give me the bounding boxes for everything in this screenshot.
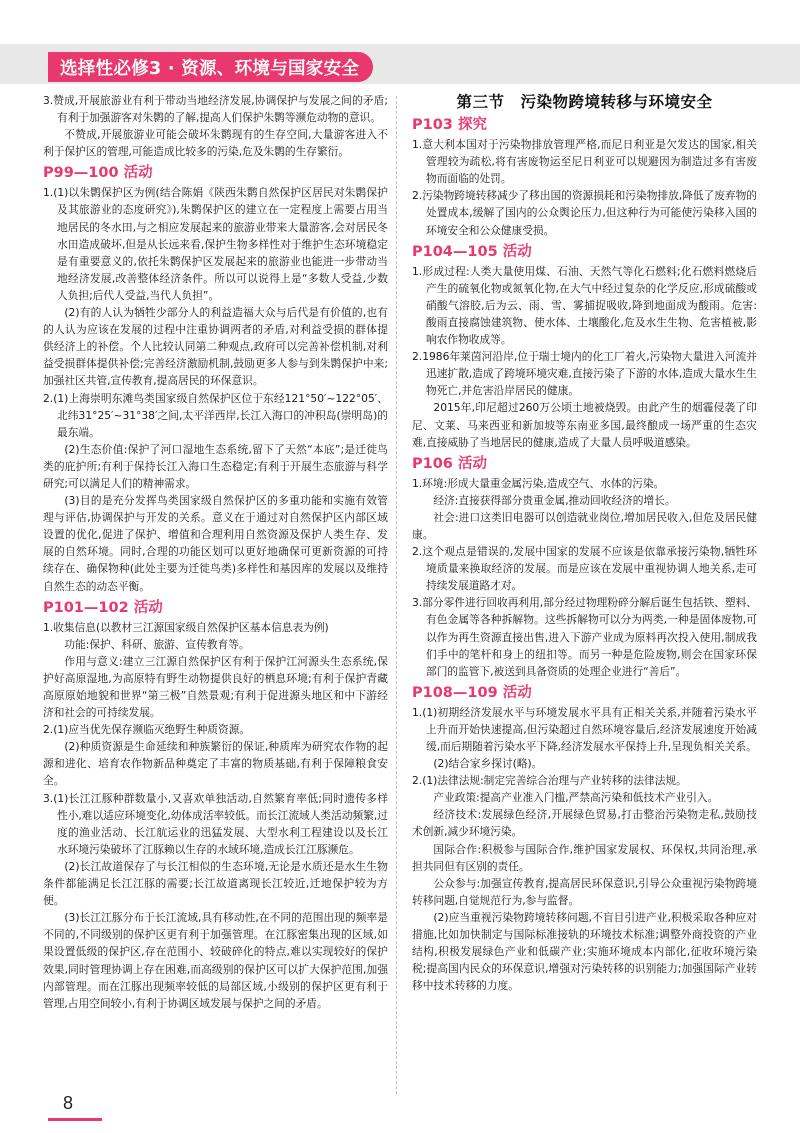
answer-paragraph: 经济:直接获得部分贵重金属,推动回收经济的增长。 [433, 493, 676, 507]
header-title: 选择性必修3 · 资源、环境与国家安全 [60, 58, 360, 79]
answer-paragraph: 1.收集信息(以教材三江源国家级自然保护区基本信息表为例) [43, 620, 329, 634]
section-heading: P106 活动 [412, 455, 487, 472]
answer-paragraph: (2)结合家乡探讨(略)。 [433, 757, 543, 771]
answer-paragraph: 3.(1)长江江豚种群数量小,又喜欢单独活动,自然繁育率低;同时遗传多样性小,难以适应环境变化,幼体成活率较低。而长江流域人类活动频繁,过度的渔业活动、长江航运业的迅猛发展、大型水利工程建设以及长江水环境污染破坏了江豚赖以生存的水域环境,造成长江江豚濒危。 [43, 791, 388, 856]
answer-paragraph: 1.(1)以朱鹮保护区为例(结合陈娟《陕西朱鹮自然保护区居民对朱鹮保护及其旅游业的态度研究》),朱鹮保护区的建立在一定程度上需要占用当地居民的冬水田,与之相应发展起来的旅游业带来大量游客,会对居民冬水田造成破坏,但是从长远来看,保护生物多样性对于维护生态环境稳定是有重要意义的,依托朱鹮保护区发展起来的旅游业也能进一步带动当地经济发展,改善整体经济条件。所以可以说得上是“多数人受益,少数人负担;后代人受益,当代人负担”。 [43, 186, 388, 302]
answer-paragraph: 1.环境:形成大量重金属污染,造成空气、水体的污染。 [412, 476, 665, 490]
answer-paragraph: 1.(1)初期经济发展水平与环境发展水平具有正相关关系,并随着污染水平上升而开始快速提高,但污染超过自然环境容量后,经济发展速度开始减缓,而后期随着污染水平下降,经济发展水平保持上升,呈现负相关关系。 [412, 705, 757, 753]
section-title: 第三节 污染物跨境转移与环境安全 [456, 93, 713, 111]
answer-paragraph: 1.意大利本国对于污染物排放管理严格,而尼日利亚是欠发达的国家,相关管理较为疏松,将有害废物运至尼日利亚可以规避因为制造过多有害废物而面临的处罚。 [412, 138, 757, 186]
answer-paragraph: 2.1986年莱茵河沿岸,位于瑞士境内的化工厂着火,污染物大量进入河流并迅速扩散,造成了跨境环境灾难,直接污染了下游的水体,造成大量水生生物死亡,并危害沿岸居民的健康。 [412, 350, 757, 398]
answer-paragraph: 公众参与:加强宣传教育,提高居民环保意识,引导公众重视污染物跨境转移问题,自觉规范行为,参与监督。 [412, 876, 757, 907]
answer-paragraph: (2)长江故道保存了与长江相似的生态环境,无论是水质还是水生生物条件都能满足长江江豚的需要;长江故道离现长江较近,迁地保护较为方便。 [43, 859, 388, 908]
answer-paragraph: 3.部分零件进行回收再利用,部分经过物理粉碎分解后诞生包括铁、塑料、有色金属等各种拆解物。这些拆解物可以分为两类,一种是固体废物,可以作为再生资源直接出售,进入下游产业成为原料再次投入使用,制成我们手中的笔杆和身上的纽扣等。而另一种是危险废物,则会在国家环保部门的监管下,被送到具备资质的处理企业进行“善后”。 [412, 596, 757, 678]
header-banner [48, 52, 373, 82]
page-number: 8 [63, 1093, 74, 1113]
column-divider [396, 96, 397, 1094]
answer-paragraph: (2)种质资源是生命延续和种族繁衍的保证,种质库为研究农作物的起源和进化、培育农作物新品种奠定了丰富的物质基础,有利于保障粮食安全。 [43, 740, 388, 788]
answer-paragraph: (2)生态价值:保护了河口湿地生态系统,留下了天然“本底”;是迁徙鸟类的庇护所;有利于保持长江入海口生态稳定;有利于开展生态旅游与科学研究;可以满足人们的精神需求。 [43, 442, 388, 490]
answer-paragraph: (2)有的人认为牺牲少部分人的利益造福大众与后代是有价值的,也有的人认为应该在发展的过程中注重协调两者的矛盾,对利益受损的群体提供经济上的补偿。个人比较认同第二种观点,政府可以完善补偿机制,对利益受损群体提供补偿;完善经济激励机制,鼓励更多人参与到朱鹮保护中来;加强社区共管,宣传教育,提高居民的环保意识。 [43, 306, 388, 388]
section-heading: P103 探究 [412, 117, 487, 134]
answer-paragraph: 2.这个观点是错误的,发展中国家的发展不应该是依靠承接污染物,牺牲环境质量来换取经济的发展。而是应该在发展中重视协调人地关系,走可持续发展道路才对。 [412, 545, 757, 593]
answer-paragraph: 2.(1)应当优先保存濒临灭绝野生种质资源。 [43, 723, 251, 737]
answer-paragraph: 不赞成,开展旅游业可能会破坏朱鹮现有的生存空间,大量游客进入不利于保护区的管理,可能造成比较多的污染,危及朱鹮的生存繁衍。 [43, 128, 388, 159]
answer-paragraph: 国际合作:积极参与国际合作,维护国家发展权、环保权,共同治理,承担共同但有区别的责任。 [412, 842, 757, 873]
answer-paragraph: 2.(1)上海崇明东滩鸟类国家级自然保护区位于东经121°50′~122°05′、北纬31°25′~31°38′之间,太平洋西岸,长江入海口的冲积岛(崇明岛)的最东端。 [43, 391, 388, 439]
section-heading: P101—102 活动 [43, 599, 163, 616]
answer-paragraph: (3)长江江豚分布于长江流域,具有移动性,在不同的范围出现的频率是不同的,不同级别的保护区更有利于加强管理。在江豚密集出现的区域,如果设置低级的保护区,存在范围小、较破碎化的特点,难以实现较好的保护效果,同时管理协调上存在困难,而高级别的保护区可以扩大保护范围,加强内部管理。而在江豚出现频率较低的局部区域,小级别的保护区更有利于管理,占用空间较小,有利于协调区域发展与保护之间的矛盾。 [43, 911, 388, 1010]
answer-paragraph: 1.形成过程:人类大量使用煤、石油、天然气等化石燃料;化石燃料燃烧后产生的硫氧化物或氮氧化物,在大气中经过复杂的化学反应,形成硫酸或硝酸气溶胶,后为云、雨、雪、雾捕捉吸收,降到地面成为酸雨。危害:酸雨直接腐蚀建筑物、使水体、土壤酸化,危及水生生物、危害植被,影响农作物收成等。 [412, 264, 757, 347]
answer-paragraph: (3)目的是充分发挥鸟类国家级自然保护区的多重功能和实施有效管理与评估,协调保护与开发的关系。意义在于通过对自然保护区内部区域设置的优化,促进了保护、增值和合理利用自然资源及保护人类生存、发展的自然环境。同时,合理的功能区划可以更好地确保可更新资源的可持续存在、确保物种(此处主要为迁徙鸟类)多样性和基因库的发展以及维持自然生态的动态平衡。 [43, 494, 388, 593]
right-column [412, 92, 757, 994]
section-heading: P108—109 活动 [412, 684, 532, 701]
answer-paragraph: (2)应当重视污染物跨境转移问题,不盲目引进产业,积极采取各种应对措施,比如加快制定与国际标准接轨的环境技术标准;调整外商投资的产业结构,积极发展绿色产业和低碳产业;实施环境成本内部化,征收环境污染税;提高国内民众的环保意识,增强对污染转移的识别能力;加强国际产业转移中技术转移的力度。 [412, 910, 757, 993]
answer-paragraph: 经济技术:发展绿色经济,开展绿色贸易,打击整治污染物走私,鼓励技术创新,减少环境污染。 [412, 808, 757, 839]
section-heading: P104—105 活动 [412, 243, 532, 260]
answer-paragraph: 2.污染物跨境转移减少了移出国的资源损耗和污染物排放,降低了废弃物的处置成本,缓解了国内的公众舆论压力,但这种行为可能使污染移入国的环境安全和公众健康受损。 [412, 189, 757, 237]
section-heading: P99—100 活动 [43, 165, 153, 182]
answer-paragraph: 作用与意义:建立三江源自然保护区有利于保护江河源头生态系统,保护好高原湿地,为高原特有野生动物提供良好的栖息环境;有利于保护青藏高原原始地貌和世界“第三极”自然景观;有利于促进源头地区和中下游经济和社会的可持续发展。 [43, 654, 388, 720]
answer-paragraph: 功能:保护、科研、旅游、宣传教育等。 [64, 637, 250, 651]
answer-paragraph: 3.赞成,开展旅游业有利于带动当地经济发展,协调保护与发展之间的矛盾;有利于加强游客对朱鹮的了解,提高人们保护朱鹮等濒危动物的意识。 [43, 94, 388, 125]
answer-paragraph: 产业政策:提高产业准入门槛,严禁高污染和低技术产业引入。 [433, 791, 719, 805]
answer-paragraph: 2.(1)法律法规:制定完善综合治理与产业转移的法律法规。 [412, 774, 687, 788]
answer-paragraph: 2015年,印尼超过260万公顷土地被烧毁。由此产生的烟霾侵袭了印尼、文莱、马来西亚和新加坡等东南亚多国,最终酿成一场严重的生态灾难,直接威胁了当地居民的健康,造成了大量人员呼吸道感染。 [412, 401, 757, 449]
answer-paragraph: 社会:进口这类旧电器可以创造就业岗位,增加居民收入,但危及居民健康。 [412, 510, 757, 541]
left-column [43, 92, 388, 1012]
page-number-underline [48, 1118, 102, 1121]
